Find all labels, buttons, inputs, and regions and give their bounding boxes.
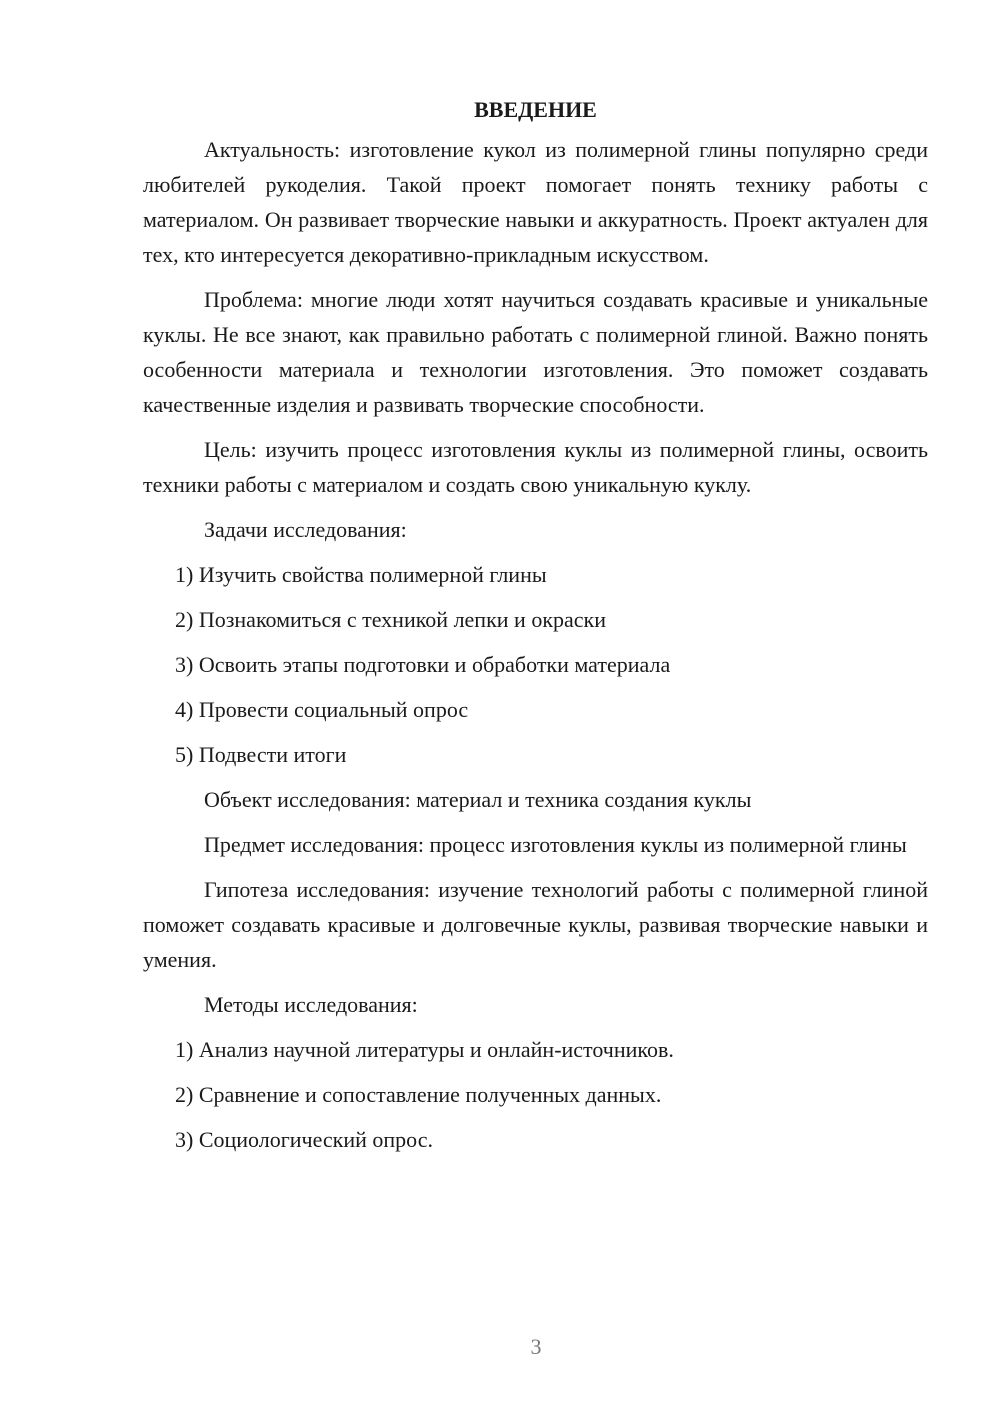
goal-paragraph: Цель: изучить процесс изготовления куклы из полимерной глины, освоить техники работы с материалом и создать свою уникальную куклу.: [143, 437, 928, 497]
list-item: 4) Провести социальный опрос: [175, 697, 469, 722]
section-title: ВВЕДЕНИЕ: [474, 97, 597, 122]
tasks-heading: Задачи исследования:: [204, 517, 407, 542]
list-item: 1) Анализ научной литературы и онлайн-источников.: [175, 1037, 674, 1062]
list-item: 3) Освоить этапы подготовки и обработки материала: [175, 652, 671, 677]
methods-list: [143, 1032, 928, 1157]
tasks-list: [143, 557, 928, 772]
methods-heading: Методы исследования:: [204, 992, 418, 1017]
problem-paragraph: Проблема: многие люди хотят научиться создавать красивые и уникальные куклы. Не все знают, как правильно работать с полимерной глиной. Важно понять особенности материала и технологии изготовления. Это поможет создавать качественные изделия и развивать творческие способности.: [143, 287, 928, 417]
hypothesis-paragraph: Гипотеза исследования: изучение технологий работы с полимерной глиной поможет создавать красивые и долговечные куклы, развивая творческие навыки и умения.: [143, 877, 928, 972]
subject-paragraph: Предмет исследования: процесс изготовления куклы из полимерной глины: [204, 832, 907, 857]
object-line: Объект исследования: материал и техника создания куклы: [204, 787, 752, 812]
page-number: 3: [530, 1334, 542, 1359]
document-page: [143, 92, 928, 1167]
relevance-paragraph: Актуальность: изготовление кукол из полимерной глины популярно среди любителей рукоделия. Такой проект помогает понять технику работы с материалом. Он развивает творческие навыки и аккуратность. Проект актуален для тех, кто интересуется декоративно-прикладным искусством.: [143, 137, 928, 267]
list-item: 2) Познакомиться с техникой лепки и окраски: [175, 607, 606, 632]
list-item: 5) Подвести итоги: [175, 742, 347, 767]
list-item: 1) Изучить свойства полимерной глины: [175, 562, 547, 587]
list-item: 2) Сравнение и сопоставление полученных данных.: [175, 1082, 662, 1107]
list-item: 3) Социологический опрос.: [175, 1127, 433, 1152]
